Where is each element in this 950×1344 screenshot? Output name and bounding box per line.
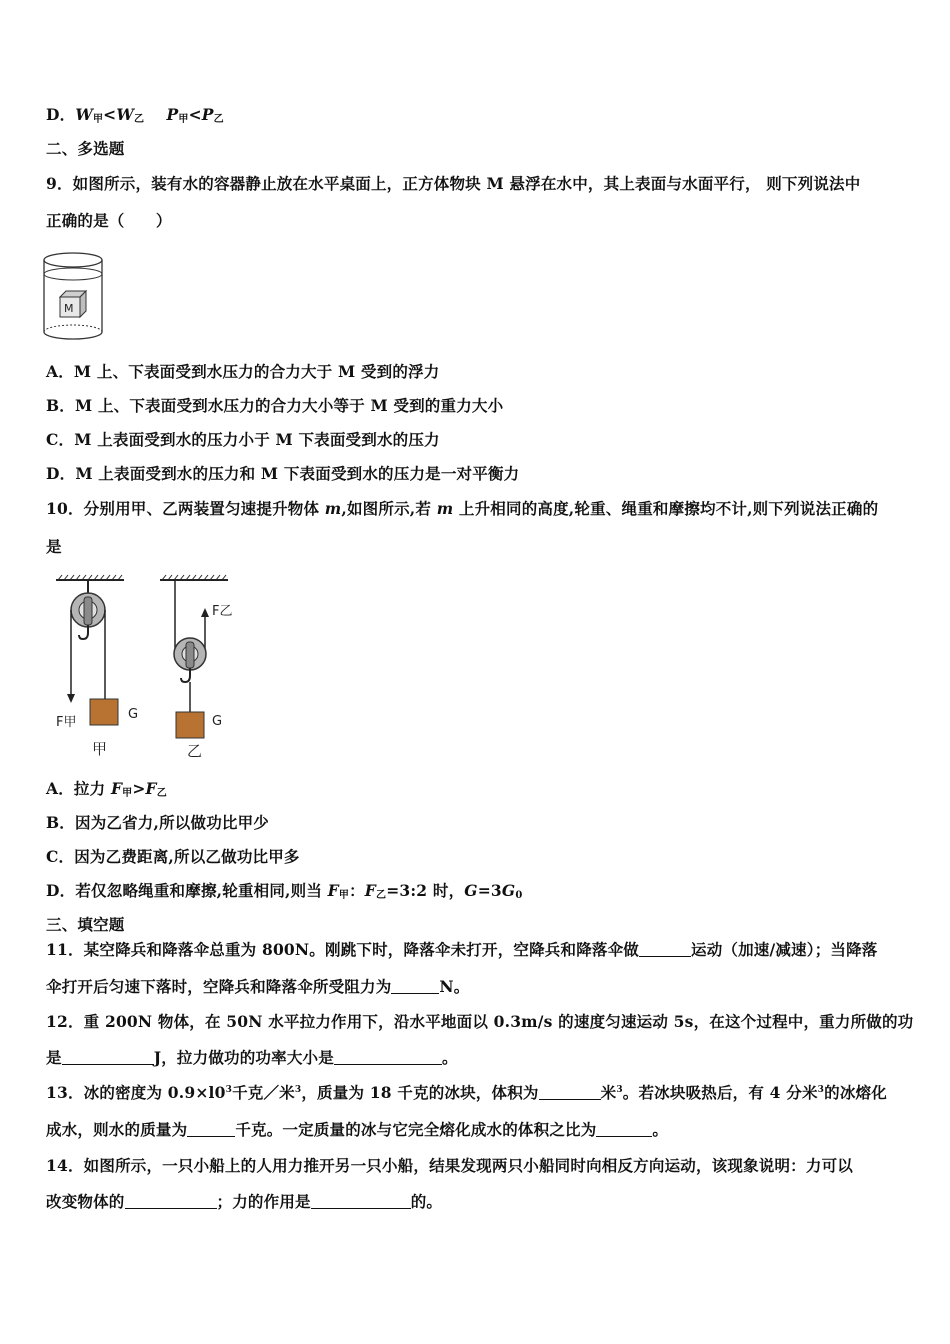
- cube-label: M: [64, 302, 74, 315]
- section-fill-blank: 三、填空题: [46, 915, 125, 934]
- q10-option-b: B．因为乙省力,所以做功比甲少: [46, 813, 269, 832]
- force-label-yi: F乙: [212, 604, 233, 619]
- q11-blank-2[interactable]: [391, 979, 439, 994]
- q9-container-figure: [40, 244, 112, 346]
- q11-line2: 伞打开后匀速下落时，空降兵和降落伞所受阻力为 N。: [46, 977, 470, 996]
- q9-stem-line1: 9．如图所示，装有水的容器静止放在水平桌面上，正方体物块 M 悬浮在水中，其上表面与水面平行， 则下列说法中: [46, 174, 861, 193]
- q10-option-a: A．拉力 $F_甲>F_乙$: [46, 779, 167, 799]
- q14-blank-2[interactable]: [311, 1194, 411, 1209]
- q10-stem-line1: 10．分别用甲、乙两装置匀速提升物体 m,如图所示,若 m 上升相同的高度,轮重、绳重和摩擦均不计,则下列说法正确的: [46, 499, 879, 518]
- q14-line2: 改变物体的 ；力的作用是 的。: [46, 1192, 443, 1211]
- caption-yi: 乙: [187, 742, 203, 760]
- q9-option-a: A．M 上、下表面受到水压力的合力大于 M 受到的浮力: [46, 362, 440, 381]
- q13-blank-1[interactable]: [539, 1085, 601, 1100]
- q12-line2: 是 J，拉力做功的功率大小是 。: [46, 1048, 458, 1067]
- section-multi-choice: 二、多选题: [46, 139, 125, 158]
- q13-line2: 成水，则水的质量为 千克。一定质量的冰与它完全熔化成水的体积之比为 。: [46, 1120, 669, 1139]
- q9-option-b: B．M 上、下表面受到水压力的合力大小等于 M 受到的重力大小: [46, 396, 504, 415]
- q13-blank-2[interactable]: [187, 1122, 235, 1137]
- q14-line1: 14．如图所示，一只小船上的人用力推开另一只小船，结果发现两只小船同时向相反方向运动，该现象说明：力可以: [46, 1156, 853, 1175]
- cube-m: [60, 291, 86, 317]
- caption-jia: 甲: [92, 740, 108, 758]
- q10-option-d: D．若仅忽略绳重和摩擦,轮重相同,则当 $F_甲$：$F_乙=3:2$ 时，$G=3G_0$: [46, 881, 523, 901]
- q9-option-c: C．M 上表面受到水的压力小于 M 下表面受到水的压力: [46, 430, 440, 449]
- q11-line1: 11．某空降兵和降落伞总重为 800N。刚跳下时，降落伞未打开，空降兵和降落伞做 运动（加速/减速）；当降落: [46, 940, 878, 959]
- weight-label-yi: G: [212, 714, 223, 729]
- q9-stem-line2: 正确的是（ ）: [46, 211, 172, 230]
- q12-blank-1[interactable]: [62, 1050, 154, 1065]
- fixed-pulley-jia: [56, 575, 138, 758]
- weight-label-jia: G: [128, 707, 139, 722]
- q12-blank-2[interactable]: [334, 1050, 442, 1065]
- q10-option-c: C．因为乙费距离,所以乙做功比甲多: [46, 847, 300, 866]
- force-label-jia: F甲: [56, 715, 77, 730]
- q14-blank-1[interactable]: [125, 1194, 217, 1209]
- q10-stem-line2: 是: [46, 537, 62, 556]
- q12-line1: 12．重 200N 物体，在 50N 水平拉力作用下，沿水平地面以 0.3m/s 的速度匀速运动 5s，在这个过程中，重力所做的功: [46, 1012, 914, 1031]
- q11-blank-1[interactable]: [639, 942, 691, 957]
- q13-blank-3[interactable]: [596, 1122, 652, 1137]
- q13-line1: 13．冰的密度为 $0.9\times l0^3$千克／米$^3$，质量为 18 千克的冰块，体积为 米$^3$。若冰块吸热后，有 4 分米$^3$的冰熔化: [46, 1083, 887, 1102]
- q8-option-d: D．$W_甲<W_乙$ $P_甲<P_乙$: [46, 105, 224, 125]
- movable-pulley-yi: [160, 575, 232, 760]
- q10-pulley-figure: [50, 572, 250, 764]
- q9-option-d: D．M 上表面受到水的压力和 M 下表面受到水的压力是一对平衡力: [46, 464, 520, 483]
